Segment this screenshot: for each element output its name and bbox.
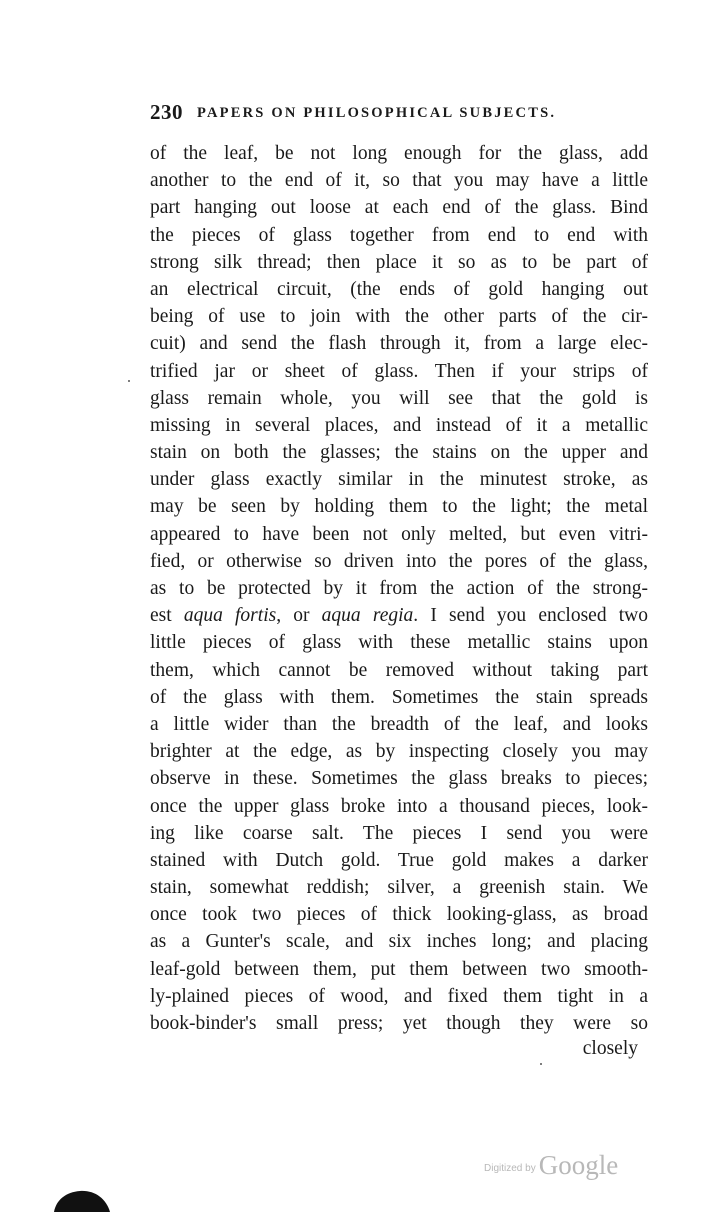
text-line: fied, or otherwise so driven into the pores of the glass,: [150, 550, 648, 572]
text-line: appeared to have been not only melted, but even vitri-: [150, 523, 648, 545]
text-line: may be seen by holding them to the light; the metal: [150, 496, 648, 518]
text-line: book-binder's small press; yet though they were so: [150, 1013, 648, 1034]
page-header: [150, 100, 650, 130]
text-line: another to the end of it, so that you may have a little: [150, 170, 648, 192]
text-line: under glass exactly similar in the minutest stroke, as: [150, 469, 648, 491]
running-title: PAPERS ON PHILOSOPHICAL SUBJECTS.: [197, 105, 557, 121]
text-line: a little wider than the breadth of the leaf, and looks: [150, 713, 648, 735]
text-line: est aqua fortis, or aqua regia. I send you enclosed two: [150, 605, 648, 627]
text-line: part hanging out loose at each end of the glass. Bind: [150, 197, 648, 219]
text-line: missing in several places, and instead of it a metallic: [150, 414, 648, 436]
text-line: stained with Dutch gold. True gold makes a darker: [150, 849, 648, 871]
digitized-watermark: [484, 1150, 618, 1181]
text-line: trified jar or sheet of glass. Then if your strips of: [150, 360, 648, 382]
text-line: ing like coarse salt. The pieces I send you were: [150, 822, 648, 844]
text-line: stain, somewhat reddish; silver, a greenish stain. We: [150, 877, 648, 899]
text-line: strong silk thread; then place it so as to be part of: [150, 251, 648, 273]
stray-mark: [128, 380, 130, 382]
catchword: closely: [582, 1038, 638, 1059]
text-line: leaf-gold between them, put them between two smooth-: [150, 958, 648, 980]
text-line: of the leaf, be not long enough for the glass, add: [150, 143, 648, 164]
watermark-small-text: Digitized by: [484, 1163, 536, 1174]
page-number: 230: [150, 100, 183, 124]
text-line: once the upper glass broke into a thousand pieces, look-: [150, 795, 648, 817]
body-text: [150, 140, 648, 1037]
text-line: of the glass with them. Sometimes the stain spreads: [150, 686, 648, 708]
text-line: once took two pieces of thick looking-glass, as broad: [150, 904, 648, 926]
thumb-blot-icon: [50, 1172, 112, 1212]
text-line: glass remain whole, you will see that the gold is: [150, 387, 648, 409]
text-line: ly-plained pieces of wood, and fixed them tight in a: [150, 985, 648, 1007]
text-line: cuit) and send the flash through it, from a large elec-: [150, 333, 648, 355]
text-line: as a Gunter's scale, and six inches long; and placing: [150, 931, 648, 953]
text-line: stain on both the glasses; the stains on the upper and: [150, 442, 648, 464]
text-line: an electrical circuit, (the ends of gold hanging out: [150, 278, 648, 300]
text-line: being of use to join with the other parts of the cir-: [150, 306, 648, 328]
text-line: them, which cannot be removed without taking part: [150, 659, 648, 681]
text-line: as to be protected by it from the action of the strong-: [150, 578, 648, 599]
text-line: the pieces of glass together from end to end with: [150, 224, 648, 246]
watermark-logo-text: Google: [538, 1150, 619, 1180]
stray-mark: [540, 1063, 542, 1065]
text-line: little pieces of glass with these metallic stains upon: [150, 632, 648, 654]
text-line: brighter at the edge, as by inspecting closely you may: [150, 741, 648, 763]
text-line: observe in these. Sometimes the glass breaks to pieces;: [150, 768, 648, 790]
